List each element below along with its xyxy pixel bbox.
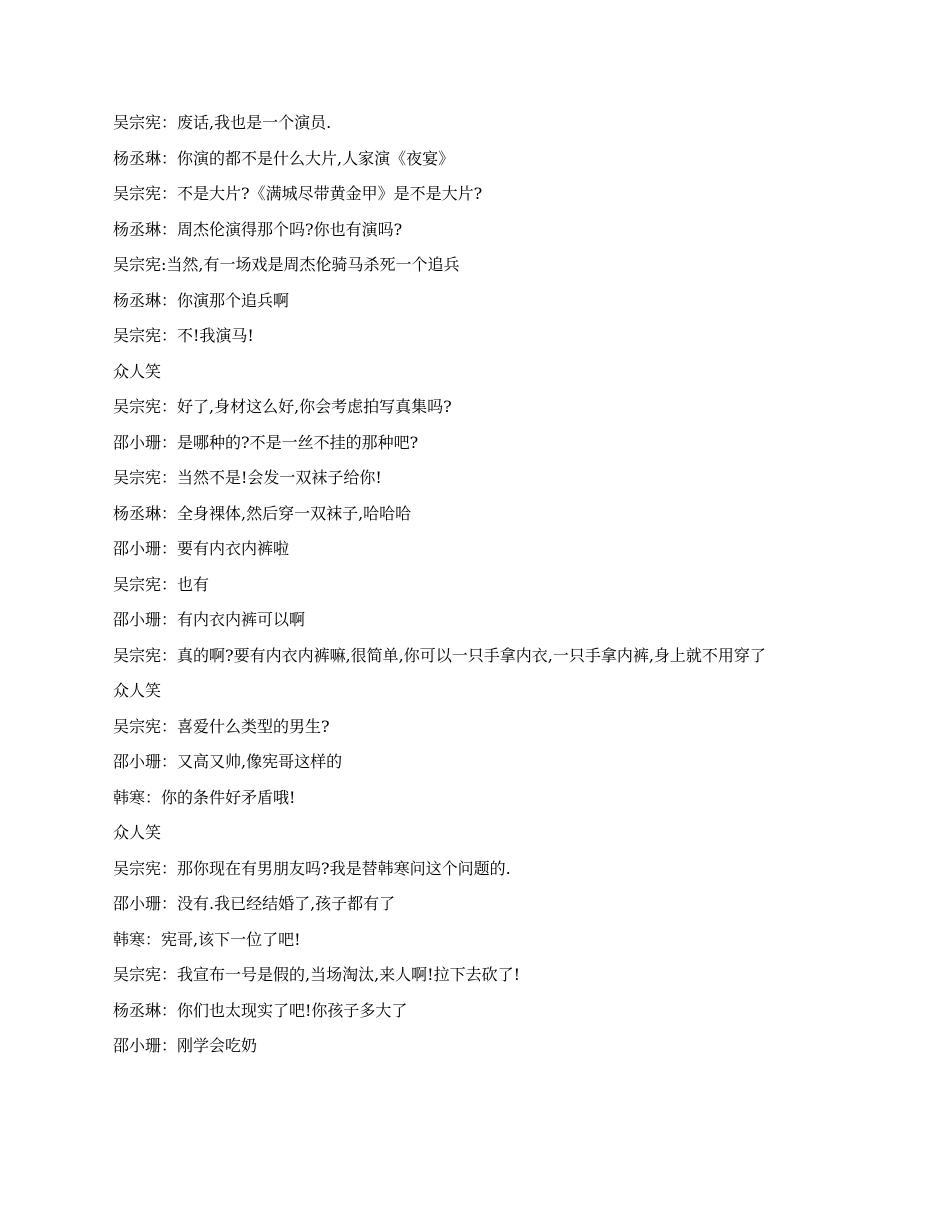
dialogue-line: 邵小珊：有内衣内裤可以啊 [113,610,306,629]
dialogue-line: 吴宗宪：当然不是!会发一双袜子给你! [113,468,382,487]
dialogue-line: 杨丞琳：你们也太现实了吧!你孩子多大了 [113,1000,408,1020]
dialogue-line: 众人笑 [113,681,162,700]
dialogue-line: 吴宗宪：喜爱什么类型的男生? [113,716,330,736]
dialogue-line: 吴宗宪：那你现在有男朋友吗?我是替韩寒问这个问题的. [113,858,511,878]
dialogue-line: 吴宗宪：我宣布一号是假的,当场淘汰,来人啊!拉下去砍了! [113,965,521,984]
dialogue-line: 杨丞琳：你演那个追兵啊 [113,290,290,310]
dialogue-line: 邵小珊：刚学会吃奶 [113,1036,258,1055]
dialogue-line: 吴宗宪：废话,我也是一个演员. [113,113,332,132]
dialogue-line: 众人笑 [113,361,162,381]
dialogue-line: 韩寒：宪哥,该下一位了吧! [113,929,301,949]
dialogue-line: 吴宗宪：也有 [113,574,210,594]
dialogue-line: 邵小珊：是哪种的?不是一丝不挂的那种吧? [113,432,419,452]
dialogue-line: 吴宗宪:当然,有一场戏是周杰伦骑马杀死一个追兵 [113,255,460,274]
dialogue-line: 吴宗宪：好了,身材这么好,你会考虑拍写真集吗? [113,397,452,416]
dialogue-transcript [113,112,833,1071]
dialogue-line: 吴宗宪：真的啊?要有内衣内裤嘛,很简单,你可以一只手拿内衣,一只手拿内裤,身上就不用穿了 [113,645,766,665]
dialogue-line: 杨丞琳：你演的都不是什么大片,人家演《夜宴》 [113,148,455,168]
dialogue-line: 杨丞琳：周杰伦演得那个吗?你也有演吗? [113,219,403,239]
dialogue-line: 邵小珊：又高又帅,像宪哥这样的 [113,752,343,771]
dialogue-line: 吴宗宪：不!我演马! [113,326,254,345]
dialogue-line: 吴宗宪：不是大片?《满城尽带黄金甲》是不是大片? [113,184,483,203]
dialogue-line: 众人笑 [113,823,162,842]
dialogue-line: 邵小珊：要有内衣内裤啦 [113,539,290,558]
dialogue-line: 杨丞琳：全身裸体,然后穿一双袜子,哈哈哈 [113,503,412,523]
dialogue-line: 邵小珊：没有.我已经结婚了,孩子都有了 [113,894,396,913]
dialogue-line: 韩寒：你的条件好矛盾哦! [113,787,296,807]
